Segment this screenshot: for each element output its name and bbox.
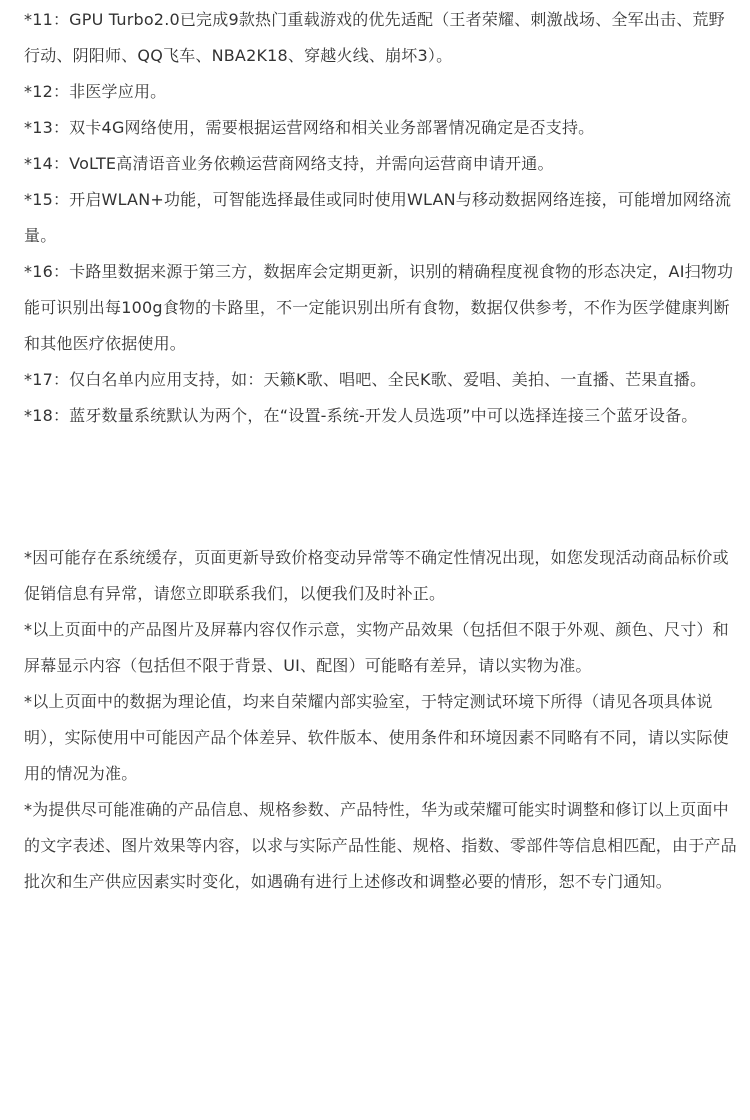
footnotes-list [24, 2, 740, 434]
disclaimers-list [24, 540, 740, 900]
disclaimer-price: *因可能存在系统缓存，页面更新导致价格变动异常等不确定性情况出现，如您发现活动商品标价或促销信息有异常，请您立即联系我们，以便我们及时补正。 [24, 548, 729, 603]
disclaimer-data: *以上页面中的数据为理论值，均来自荣耀内部实验室，于特定测试环境下所得（请见各项具体说明），实际使用中可能因产品个体差异、软件版本、使用条件和环境因素不同略有不同，请以实际使用的情况为准。 [24, 692, 729, 783]
footnote-16: *16：卡路里数据来源于第三方，数据库会定期更新，识别的精确程度视食物的形态决定，AI扫物功能可识别出每100g食物的卡路里，不一定能识别出所有食物，数据仅供参考，不作为医学健康判断和其他医疗依据使用。 [24, 262, 734, 353]
disclaimer-images: *以上页面中的产品图片及屏幕内容仅作示意，实物产品效果（包括但不限于外观、颜色、尺寸）和屏幕显示内容（包括但不限于背景、UI、配图）可能略有差异，请以实物为准。 [24, 620, 729, 675]
footnote-17: *17：仅白名单内应用支持，如：天籁K歌、唱吧、全民K歌、爱唱、美拍、一直播、芒果直播。 [24, 370, 707, 389]
footnote-18: *18：蓝牙数量系统默认为两个，在“设置-系统-开发人员选项”中可以选择连接三个蓝牙设备。 [24, 406, 698, 425]
footnote-12: *12：非医学应用。 [24, 82, 167, 101]
disclaimer-revisions: *为提供尽可能准确的产品信息、规格参数、产品特性，华为或荣耀可能实时调整和修订以上页面中的文字表述、图片效果等内容，以求与实际产品性能、规格、指数、零部件等信息相匹配，由于产品批次和生产供应因素实时变化，如遇确有进行上述修改和调整必要的情形，恕不专门通知。 [24, 800, 737, 891]
footnote-13: *13：双卡4G网络使用，需要根据运营网络和相关业务部署情况确定是否支持。 [24, 118, 595, 137]
footnote-15: *15：开启WLAN+功能，可智能选择最佳或同时使用WLAN与移动数据网络连接，可能增加网络流量。 [24, 190, 732, 245]
footnote-14: *14：VoLTE高清语音业务依赖运营商网络支持，并需向运营商申请开通。 [24, 154, 554, 173]
footnote-11: *11：GPU Turbo2.0已完成9款热门重载游戏的优先适配（王者荣耀、刺激战场、全军出击、荒野行动、阴阳师、QQ飞车、NBA2K18、穿越火线、崩坏3）。 [24, 10, 725, 65]
